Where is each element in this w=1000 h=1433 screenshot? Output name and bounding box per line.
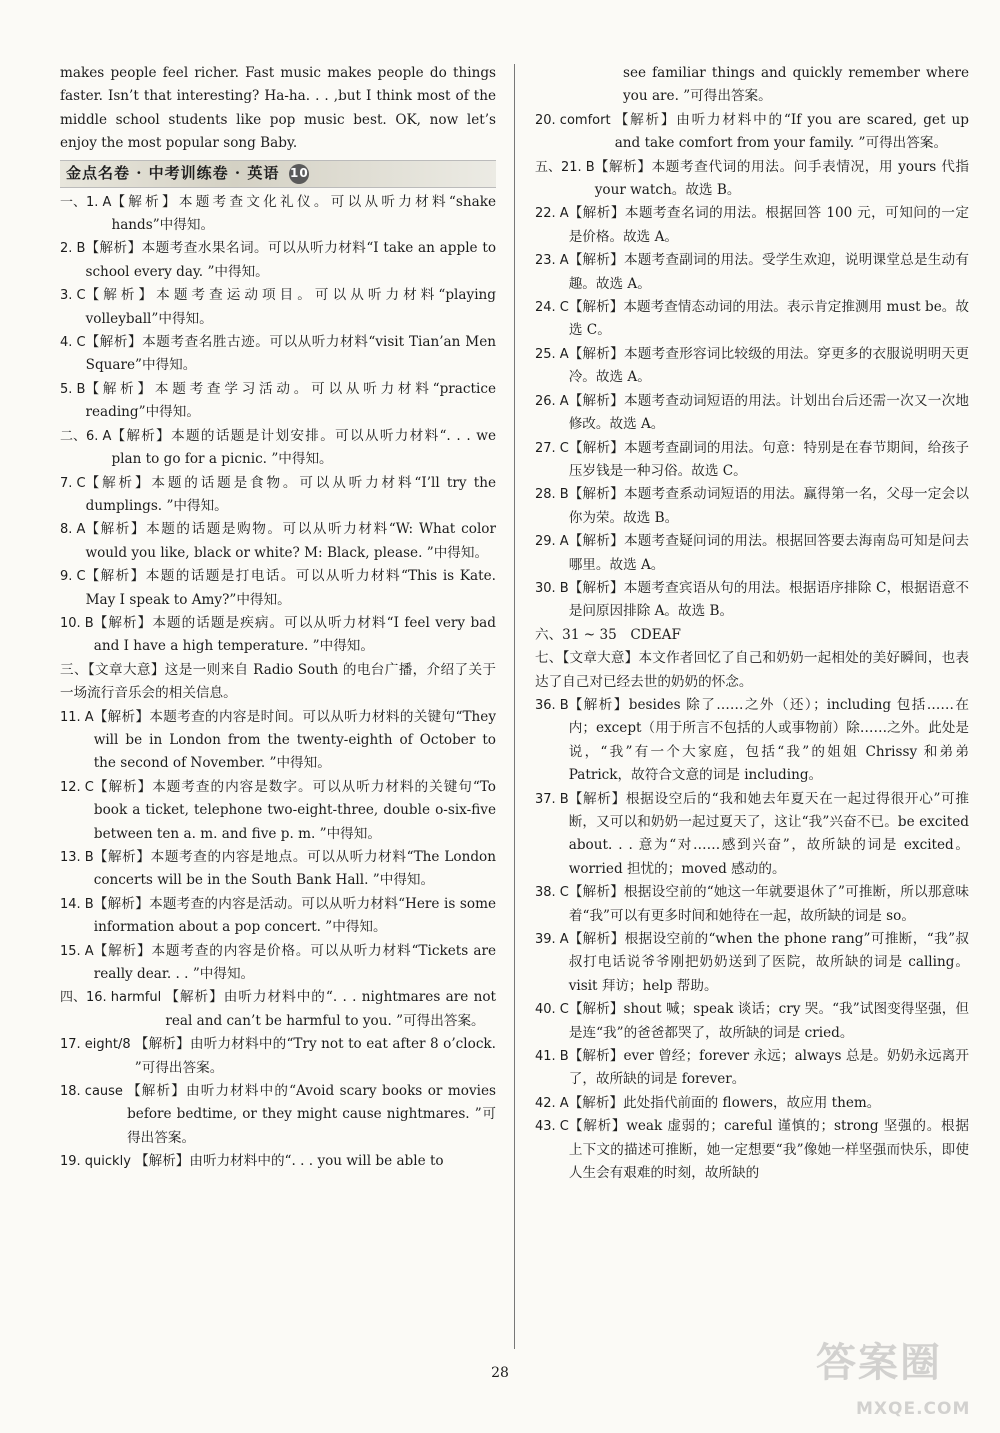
answer-explanation: 【解析】本题考查动词短语的用法。计划出台后还需一次又一次地修改。故选 A。 (568, 392, 969, 433)
answer-entry (60, 1150, 496, 1173)
page-number: 28 (491, 1365, 509, 1381)
answer-number: 12. C (60, 779, 94, 795)
section-banner (60, 160, 496, 188)
answer-explanation: 【解析】此处指代前面的 flowers，故应用 them。 (568, 1094, 881, 1111)
answer-entry (60, 846, 496, 893)
intro-text: makes people feel richer. Fast music makes people do things faster. Isn’t that interesting? Ha-ha. . . ,but I think most of the middle school students like pop music best. OK, now let’s enjoy the most popular song Baby. (60, 65, 496, 152)
answer-entry (535, 788, 969, 882)
answer-explanation: 【解析】本题考查运动项目。可以从听力材料“playing volleyball”中得知。 (85, 287, 496, 327)
answer-number: 40. C (535, 1002, 569, 1018)
answer-entry (535, 249, 969, 296)
answer-entry (535, 928, 969, 998)
answer-number: 二、6. A (60, 428, 112, 444)
answer-number: 5. B (60, 381, 86, 397)
answer-number: 7. C (60, 475, 86, 491)
section-paragraph: 七、【文章大意】本文作者回忆了自己和奶奶一起相处的美好瞬间，也表达了自己对已经去世的奶奶的怀念。 (535, 650, 969, 690)
answer-number: 18. cause (60, 1084, 128, 1100)
answer-entry (60, 331, 496, 378)
continued-text: see familiar things and quickly remember where you are. ”可得出答案。 (623, 65, 969, 105)
answer-explanation: 【解析】本题的话题是食物。可以从听力材料“I’ll try the dumplings. ”中得知。 (85, 474, 496, 514)
answer-explanation: 【解析】本题的话题是打电话。可以从听力材料“This is Kate. May I speak to Amy?”中得知。 (85, 568, 496, 608)
answer-entry (60, 518, 496, 565)
answer-number: 14. B (60, 896, 94, 912)
answer-number: 28. B (535, 487, 569, 503)
answer-explanation: 【解析】本题考查的内容是地点。可以从听力材料“The London concerts will be in the South Bank Hall. ”中得知。 (93, 849, 496, 889)
answer-entry (535, 343, 969, 390)
answer-number: 25. A (535, 346, 569, 362)
answer-explanation: 【解析】本题考查代词的用法。问手表情况，用 yours 代指 your watch。故选 B。 (594, 158, 969, 199)
answer-number: 27. C (535, 440, 569, 456)
answer-number: 3. C (60, 288, 86, 304)
answer-entry (60, 893, 496, 940)
answer-explanation: 【解析】本题考查名词的用法。根据回答 100 元，可知问的一定是价格。故选 A。 (568, 205, 969, 245)
answer-entry (535, 390, 969, 437)
answer-explanation: 【解析】由听力材料中的“. . . nightmares are not real and can’t be harmful to you. ”可得出答案。 (165, 989, 496, 1029)
answer-number: 30. B (535, 580, 569, 596)
answer-explanation: 【解析】本题考查的内容是时间。可以从听力材料的关键句“They will be in London from the twenty-eighth of October to the second of November. ”中得知。 (93, 708, 496, 772)
answer-number: 26. A (535, 393, 569, 409)
answer-number: 22. A (535, 206, 569, 222)
answer-number: 四、16. harmful (60, 990, 166, 1006)
answer-number: 41. B (535, 1049, 569, 1065)
answer-number: 10. B (60, 615, 94, 631)
answer-entry (60, 986, 496, 1033)
answer-entry (535, 1045, 969, 1092)
answer-number: 17. eight/8 (60, 1037, 135, 1053)
answer-number: 9. C (60, 569, 86, 585)
answer-explanation: 【解析】由听力材料中的“. . . you will be able to (135, 1153, 444, 1170)
answer-explanation: 【解析】本题考查情态动词的用法。表示肯定推测用 must be。故选 C。 (568, 299, 969, 339)
answer-explanation: 【解析】本题的话题是疾病。可以从听力材料“I feel very bad and I have a high temperature. ”中得知。 (93, 614, 496, 655)
answer-entry (60, 612, 496, 659)
answer-explanation: 【解析】本题考查副词的用法。受学生欢迎，说明课堂总是生动有趣。故选 A。 (568, 252, 969, 292)
answer-entry (60, 378, 496, 425)
answer-explanation: 【解析】由听力材料中的“Avoid scary books or movies before bedtime, or they might cause nightmares. ”可得出答案。 (127, 1083, 496, 1146)
answer-entry (60, 284, 496, 331)
answer-explanation: 【解析】根据设空前的“她这一年就要退休了”可推断，所以那意味着“我”可以有更多时间和她待在一起，故所缺的词是 so。 (568, 884, 969, 924)
answer-entry (60, 706, 496, 776)
answer-entry (535, 483, 969, 530)
answer-entry (535, 998, 969, 1045)
section-paragraph: 六、31 ~ 35 CDEAF (535, 626, 681, 643)
answer-number: 29. A (535, 534, 569, 550)
answer-number: 一、1. A (60, 194, 112, 210)
answer-entry (60, 237, 496, 284)
answer-entry (535, 296, 969, 343)
right-column (535, 62, 969, 1186)
answer-number: 38. C (535, 885, 569, 901)
answer-number: 五、21. B (535, 159, 595, 175)
answer-entry (60, 1080, 496, 1150)
answer-entry (535, 202, 969, 249)
answer-entry (60, 1033, 496, 1080)
answer-explanation: 【解析】本题考查的内容是活动。可以从听力材料“Here is some information about a pop concert. ”中得知。 (93, 895, 496, 936)
answer-entry (535, 109, 969, 156)
answer-entry (60, 191, 496, 238)
answer-entry (535, 437, 969, 484)
answer-explanation: 【解析】本题考查系动词短语的用法。赢得第一名，父母一定会以你为荣。故选 B。 (568, 486, 969, 526)
watermark-logo: 答案圈 MXQE.COM (816, 1340, 971, 1419)
answer-number: 42. A (535, 1095, 569, 1111)
answer-explanation: 【解析】ever 曾经；forever 永远；always 总是。奶奶永远离开了，故所缺的词是 forever。 (568, 1048, 969, 1088)
answer-number: 13. B (60, 850, 94, 865)
answer-explanation: 【解析】besides 除了……之外（还）；including 包括……在内；except（用于所言不包括的人或事物前）除……之外。此处是说，“我”有一个大家庭，包括“我”的姐姐 Chrissy 和弟弟 Patrick，故符合文意的词是 including。 (568, 696, 969, 784)
answer-entry (60, 776, 496, 846)
answer-explanation: 【解析】本题考查文化礼仪。可以从听力材料“shake hands”中得知。 (111, 193, 496, 234)
left-column (60, 62, 496, 1174)
answer-explanation: 【解析】根据设空前的“when the phone rang”可推断，“我”叔叔打电话说爷爷刚把奶奶送到了医院，故所缺的词是 calling。visit 拜访；help 帮助。 (568, 931, 969, 994)
answer-number: 23. A (535, 253, 569, 269)
answer-number: 39. A (535, 932, 569, 948)
answer-explanation: 【解析】根据设空后的“我和她去年夏天在一起过得很开心”可推断，又可以和奶奶一起过夏天了，这让“我”兴奋不已。be excited about. . . 意为“对……感到兴奋”，故所缺的词是 excited。worried 担忧的；moved 感动的。 (568, 790, 969, 877)
answer-number: 36. B (535, 697, 569, 713)
answer-entry (60, 472, 496, 519)
left-answer-list (60, 191, 496, 1174)
answer-explanation: 【解析】本题的话题是购物。可以从听力材料“W: What color would you like, black or white? M: Black, please. ”中得知。 (85, 521, 496, 561)
answer-entry (535, 1115, 969, 1185)
answer-explanation: 【解析】本题考查的内容是数字。可以从听力材料的关键句“To book a ticket, telephone two-eight-three, double o-six-five between ten a. m. and five p. m. ”中得知。 (93, 778, 496, 842)
answer-entry (535, 156, 969, 203)
answer-explanation: 【解析】shout 喊；speak 谈话；cry 哭。“我”试图变得坚强，但是连“我”的爸爸都哭了，故所缺的词是 cried。 (568, 1001, 969, 1041)
answer-explanation: 【解析】本题的话题是计划安排。可以从听力材料“. . . we plan to go for a picnic. ”中得知。 (111, 427, 496, 468)
answer-explanation: 【解析】本题考查形容词比较级的用法。穿更多的衣服说明明天更冷。故选 A。 (568, 345, 969, 386)
column-divider (514, 64, 515, 1349)
answer-entry (60, 425, 496, 472)
answer-number: 2. B (60, 241, 86, 257)
answer-explanation: 【解析】本题考查学习活动。可以从听力材料“practice reading”中得知。 (85, 380, 496, 421)
answer-explanation: 【解析】本题考查副词的用法。句意：特别是在春节期间，给孩子压岁钱是一种习俗。故选 C。 (568, 439, 969, 479)
answer-entry (60, 565, 496, 612)
answer-number: 15. A (60, 943, 94, 959)
answer-entry (535, 530, 969, 577)
banner-title: 金点名卷 · 中考训练卷 · 英语 (66, 163, 280, 182)
answer-number: 43. C (535, 1119, 569, 1135)
answer-number: 37. B (535, 791, 569, 807)
answer-entry (535, 577, 969, 624)
answer-entry (535, 694, 969, 788)
answer-entry (535, 881, 969, 928)
answer-explanation: 【解析】本题考查的内容是价格。可以从听力材料“Tickets are really dear. . . ”中得知。 (93, 942, 496, 983)
answer-explanation: 【解析】weak 虚弱的；careful 谨慎的；strong 坚强的。根据上下文的描述可推断，她一定想要“我”像她一样坚强而快乐，即使人生会有艰难的时刻，故所缺的 (568, 1118, 969, 1182)
intro-paragraph (60, 62, 496, 156)
answer-explanation: 【解析】本题考查宾语从句的用法。根据语序排除 C，根据语意不是问原因排除 A。故选 B。 (568, 579, 969, 620)
section-paragraph: 三、【文章大意】这是一则来自 Radio South 的电台广播，介绍了关于一场流行音乐会的相关信息。 (60, 661, 496, 702)
banner-badge: 10 (289, 164, 309, 184)
answer-explanation: 【解析】由听力材料中的“Try not to eat after 8 o’clock. ”可得出答案。 (134, 1036, 496, 1076)
answer-entry (60, 940, 496, 987)
answer-number: 19. quickly (60, 1154, 136, 1170)
answer-number: 4. C (60, 335, 86, 351)
answer-explanation: 【解析】本题考查名胜古迹。可以从听力材料“visit Tian’an Men Square”中得知。 (85, 334, 496, 374)
right-answer-list (535, 62, 969, 1186)
answer-explanation: 【解析】本题考查疑问词的用法。根据回答要去海南岛可知是问去哪里。故选 A。 (568, 533, 969, 573)
answer-explanation: 【解析】本题考查水果名词。可以从听力材料“I take an apple to school every day. ”中得知。 (85, 240, 496, 280)
answer-number: 20. comfort (535, 112, 615, 128)
answer-number: 11. A (60, 709, 94, 725)
answer-entry (535, 1092, 969, 1115)
answer-number: 24. C (535, 300, 569, 316)
answer-number: 8. A (60, 522, 86, 538)
answer-explanation: 【解析】由听力材料中的“If you are scared, get up and take comfort from your family. ”可得出答案。 (614, 111, 969, 152)
